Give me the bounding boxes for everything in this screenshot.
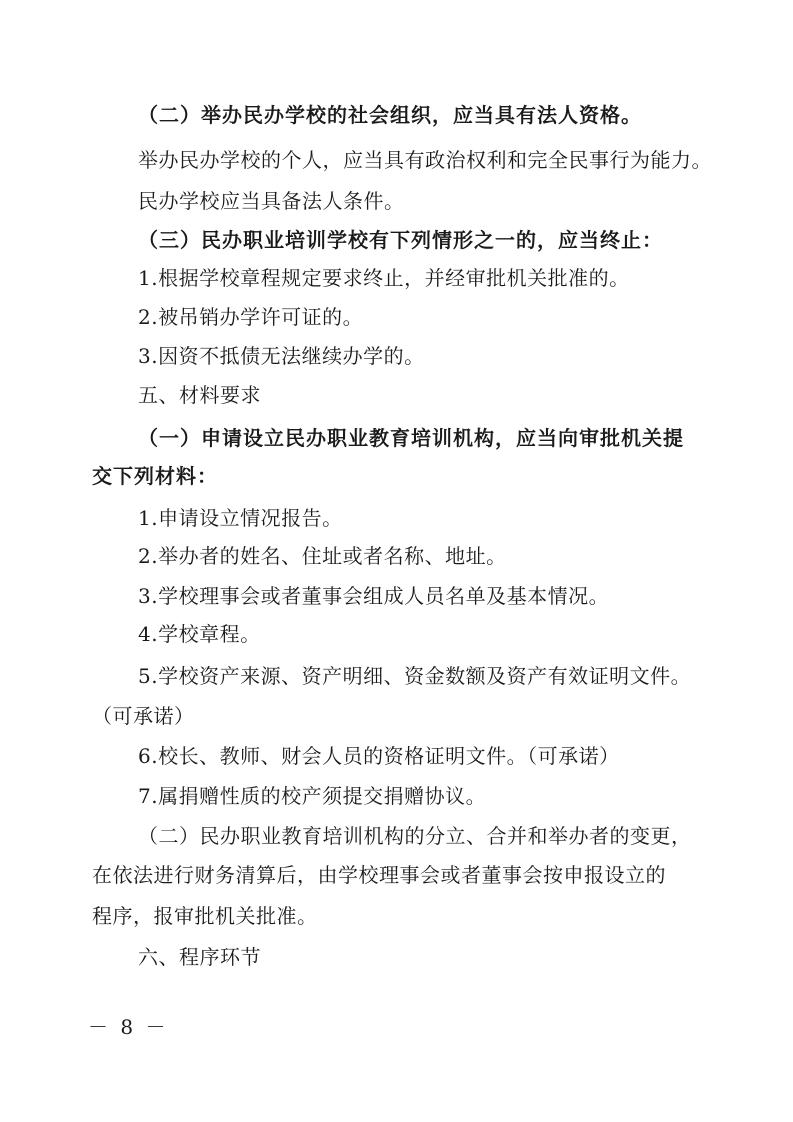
list-item: 1.根据学校章程规定要求终止，并经审批机关批准的。: [138, 266, 630, 290]
list-item: 6.校长、教师、财会人员的资格证明文件。（可承诺）: [138, 744, 620, 768]
paragraph-line: 在依法进行财务清算后，由学校理事会或者董事会按申报设立的: [92, 863, 666, 887]
list-item-continuation: （可承诺）: [92, 704, 195, 728]
paragraph-line: （二）举办民办学校的社会组织，应当具有法人资格。: [138, 103, 642, 127]
list-item: 2.被吊销办学许可证的。: [138, 305, 364, 329]
section-heading: 六、程序环节: [138, 945, 261, 969]
paragraph-line: （一）申请设立民办职业教育培训机构，应当向审批机关提: [138, 426, 684, 450]
list-item: 7.属捐赠性质的校产须提交捐赠协议。: [138, 784, 487, 808]
paragraph-line: 交下列材料：: [92, 464, 218, 488]
section-heading: 五、材料要求: [138, 383, 261, 407]
list-item: 5.学校资产来源、资产明细、资金数额及资产有效证明文件。: [138, 664, 692, 688]
list-item: 3.学校理事会或者董事会组成人员名单及基本情况。: [138, 584, 610, 608]
list-item: 3.因资不抵债无法继续办学的。: [138, 344, 425, 368]
list-item: 4.学校章程。: [138, 622, 261, 646]
list-item: 1.申请设立情况报告。: [138, 506, 343, 530]
page-number: － 8 －: [88, 1015, 169, 1039]
paragraph-line: （二）民办职业教育培训机构的分立、合并和举办者的变更，: [138, 824, 692, 848]
paragraph-line: （三）民办职业培训学校有下列情形之一的，应当终止：: [138, 228, 663, 252]
paragraph-line: 民办学校应当具备法人条件。: [138, 189, 405, 213]
paragraph-line: 程序，报审批机关批准。: [92, 904, 318, 928]
list-item: 2.举办者的姓名、住址或者名称、地址。: [138, 544, 507, 568]
paragraph-line: 举办民办学校的个人，应当具有政治权利和完全民事行为能力。: [138, 148, 712, 172]
